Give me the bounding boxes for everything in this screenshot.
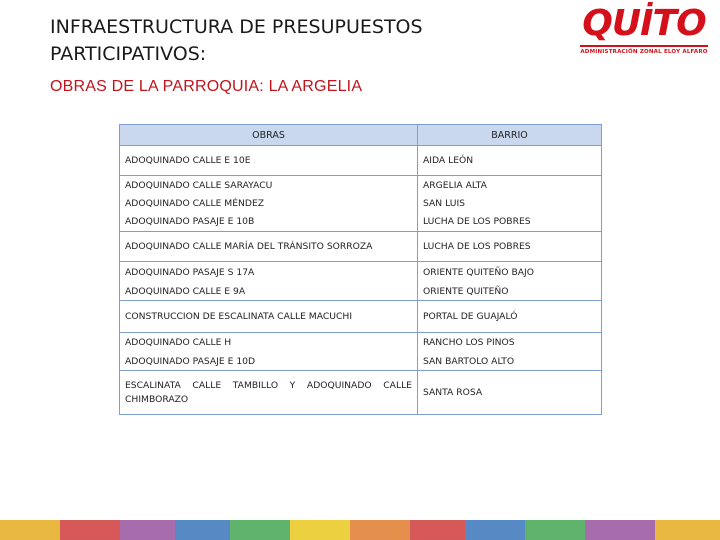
table-row (120, 333, 602, 353)
footer-stripe (0, 520, 720, 540)
table-row (120, 262, 602, 283)
header-obras: OBRAS (120, 125, 418, 146)
obra-cell: ADOQUINADO PASAJE E 10D (120, 353, 418, 371)
barrio-cell: ARGELIA ALTA (418, 176, 602, 195)
obra-cell: ADOQUINADO CALLE MÉNDEZ (120, 195, 418, 213)
table-row (120, 301, 602, 333)
table-header-row (120, 125, 602, 146)
obra-cell: ESCALINATA CALLE TAMBILLO Y ADOQUINADO CALLE CHIMBORAZO (120, 371, 418, 415)
page-title: INFRAESTRUCTURA DE PRESUPUESTOS PARTICIPATIVOS: (50, 16, 423, 65)
table-row (120, 213, 602, 232)
table-row (120, 283, 602, 301)
barrio-cell: SANTA ROSA (418, 371, 602, 415)
barrio-cell: ORIENTE QUITEÑO (418, 283, 602, 301)
obra-cell: CONSTRUCCION DE ESCALINATA CALLE MACUCHI (120, 301, 418, 333)
barrio-cell: SAN LUIS (418, 195, 602, 213)
barrio-cell: RANCHO LOS PINOS (418, 333, 602, 353)
header-barrio: BARRIO (418, 125, 602, 146)
table-row (120, 146, 602, 176)
obra-cell: ADOQUINADO CALLE H (120, 333, 418, 353)
barrio-cell: SAN BARTOLO ALTO (418, 353, 602, 371)
works-table (119, 124, 602, 415)
quito-logo (574, 4, 714, 62)
barrio-cell: AIDA LEÓN (418, 146, 602, 176)
barrio-cell: PORTAL DE GUAJALÓ (418, 301, 602, 333)
barrio-cell: LUCHA DE LOS POBRES (418, 232, 602, 262)
barrio-cell: LUCHA DE LOS POBRES (418, 213, 602, 232)
logo-wordmark: QUİTO (582, 3, 706, 44)
obra-cell: ADOQUINADO CALLE MARÍA DEL TRÁNSITO SORROZA (120, 232, 418, 262)
obra-cell: ADOQUINADO CALLE SARAYACU (120, 176, 418, 195)
obra-cell: ADOQUINADO CALLE E 10E (120, 146, 418, 176)
barrio-cell: ORIENTE QUITEÑO BAJO (418, 262, 602, 283)
logo-divider (580, 45, 708, 47)
obra-cell: ADOQUINADO PASAJE S 17A (120, 262, 418, 283)
table-row (120, 371, 602, 415)
obra-cell: ADOQUINADO CALLE E 9A (120, 283, 418, 301)
table-row (120, 176, 602, 195)
footer-stripe-graphic (0, 520, 720, 540)
table-row (120, 195, 602, 213)
logo-tagline: ADMINISTRACIÓN ZONAL ELOY ALFARO (580, 49, 708, 55)
table-row (120, 232, 602, 262)
table-row (120, 353, 602, 371)
obra-cell: ADOQUINADO PASAJE E 10B (120, 213, 418, 232)
page-subtitle: OBRAS DE LA PARROQUIA: LA ARGELIA (50, 78, 363, 95)
